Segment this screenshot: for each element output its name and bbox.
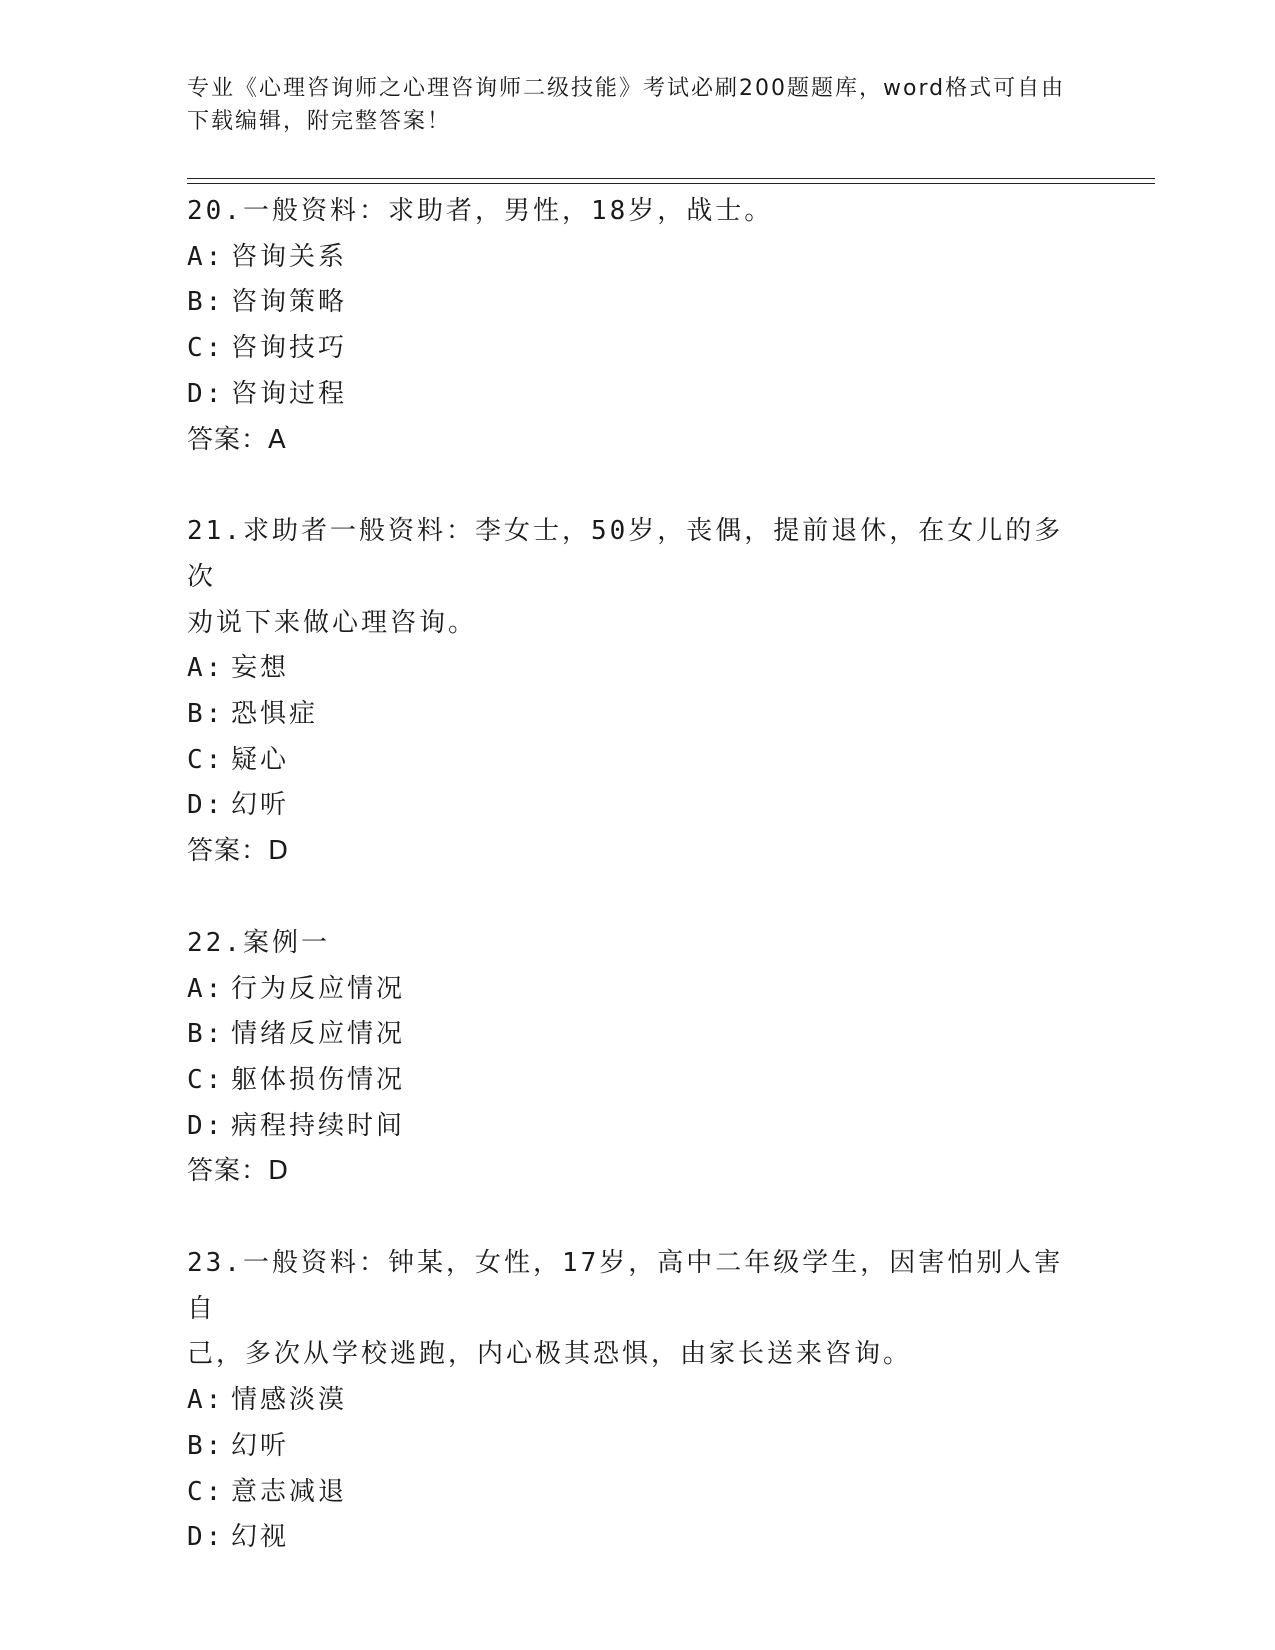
option-label: C: <box>187 1476 225 1507</box>
header-rule-top <box>187 178 1155 179</box>
option-text: 意志减退 <box>231 1476 348 1507</box>
answer: 答案：D <box>187 836 290 867</box>
question-20 <box>187 189 1087 463</box>
option-c <box>187 1470 1087 1516</box>
option-b <box>187 692 1087 738</box>
option-text: 幻听 <box>231 790 290 821</box>
question-23 <box>187 1241 1087 1561</box>
option-d <box>187 372 1087 418</box>
answer: 答案：D <box>187 1156 290 1187</box>
option-label: C: <box>187 744 225 775</box>
option-label: D: <box>187 1522 225 1553</box>
answer: 答案：A <box>187 424 287 455</box>
question-text-line-1: 21.求助者一般资料：李女士，50岁，丧偶，提前退休，在女儿的多次 <box>187 516 1064 592</box>
option-b <box>187 280 1087 326</box>
option-text: 咨询过程 <box>231 378 348 409</box>
question-22 <box>187 921 1087 1195</box>
option-text: 恐惧症 <box>231 699 319 730</box>
header-rule-bottom <box>187 183 1155 184</box>
option-label: C: <box>187 333 225 364</box>
option-label: A: <box>187 973 225 1004</box>
option-b <box>187 1424 1087 1470</box>
option-c <box>187 738 1087 784</box>
option-b <box>187 1012 1087 1058</box>
option-text: 躯体损伤情况 <box>231 1064 406 1095</box>
option-d <box>187 1515 1087 1561</box>
option-label: B: <box>187 699 225 730</box>
option-text: 幻视 <box>231 1522 290 1553</box>
option-label: A: <box>187 653 225 684</box>
option-label: B: <box>187 1019 225 1050</box>
option-text: 病程持续时间 <box>231 1110 406 1141</box>
option-text: 幻听 <box>231 1430 290 1461</box>
option-text: 咨询关系 <box>231 241 348 272</box>
option-a <box>187 967 1087 1013</box>
option-text: 疑心 <box>231 744 290 775</box>
question-text: 20.一般资料：求助者，男性，18岁，战士。 <box>187 196 774 226</box>
option-label: D: <box>187 378 225 409</box>
document-header: 专业《心理咨询师之心理咨询师二级技能》考试必刷200题题库，word格式可自由下载编辑，附完整答案！ <box>187 76 1066 134</box>
option-c <box>187 326 1087 372</box>
option-label: B: <box>187 287 225 318</box>
option-label: A: <box>187 1385 225 1416</box>
option-text: 妄想 <box>231 653 290 684</box>
option-label: D: <box>187 1110 225 1141</box>
question-text-line-2: 己，多次从学校逃跑，内心极其恐惧，由家长送来咨询。 <box>187 1339 913 1370</box>
question-list <box>187 189 1087 1561</box>
option-a <box>187 235 1087 281</box>
option-text: 行为反应情况 <box>231 973 406 1004</box>
option-label: D: <box>187 790 225 821</box>
option-d <box>187 1104 1087 1150</box>
question-text-line-1: 23.一般资料：钟某，女性，17岁，高中二年级学生，因害怕别人害自 <box>187 1248 1064 1324</box>
option-text: 情绪反应情况 <box>231 1019 406 1050</box>
option-a <box>187 646 1087 692</box>
option-label: C: <box>187 1064 225 1095</box>
option-a <box>187 1378 1087 1424</box>
option-text: 情感淡漠 <box>231 1385 348 1416</box>
question-text: 22.案例一 <box>187 927 330 958</box>
option-text: 咨询技巧 <box>231 333 348 364</box>
option-label: A: <box>187 241 225 272</box>
option-text: 咨询策略 <box>231 287 348 318</box>
question-text-line-2: 劝说下来做心理咨询。 <box>187 607 478 638</box>
option-c <box>187 1058 1087 1104</box>
option-label: B: <box>187 1430 225 1461</box>
question-21 <box>187 509 1087 875</box>
option-d <box>187 783 1087 829</box>
